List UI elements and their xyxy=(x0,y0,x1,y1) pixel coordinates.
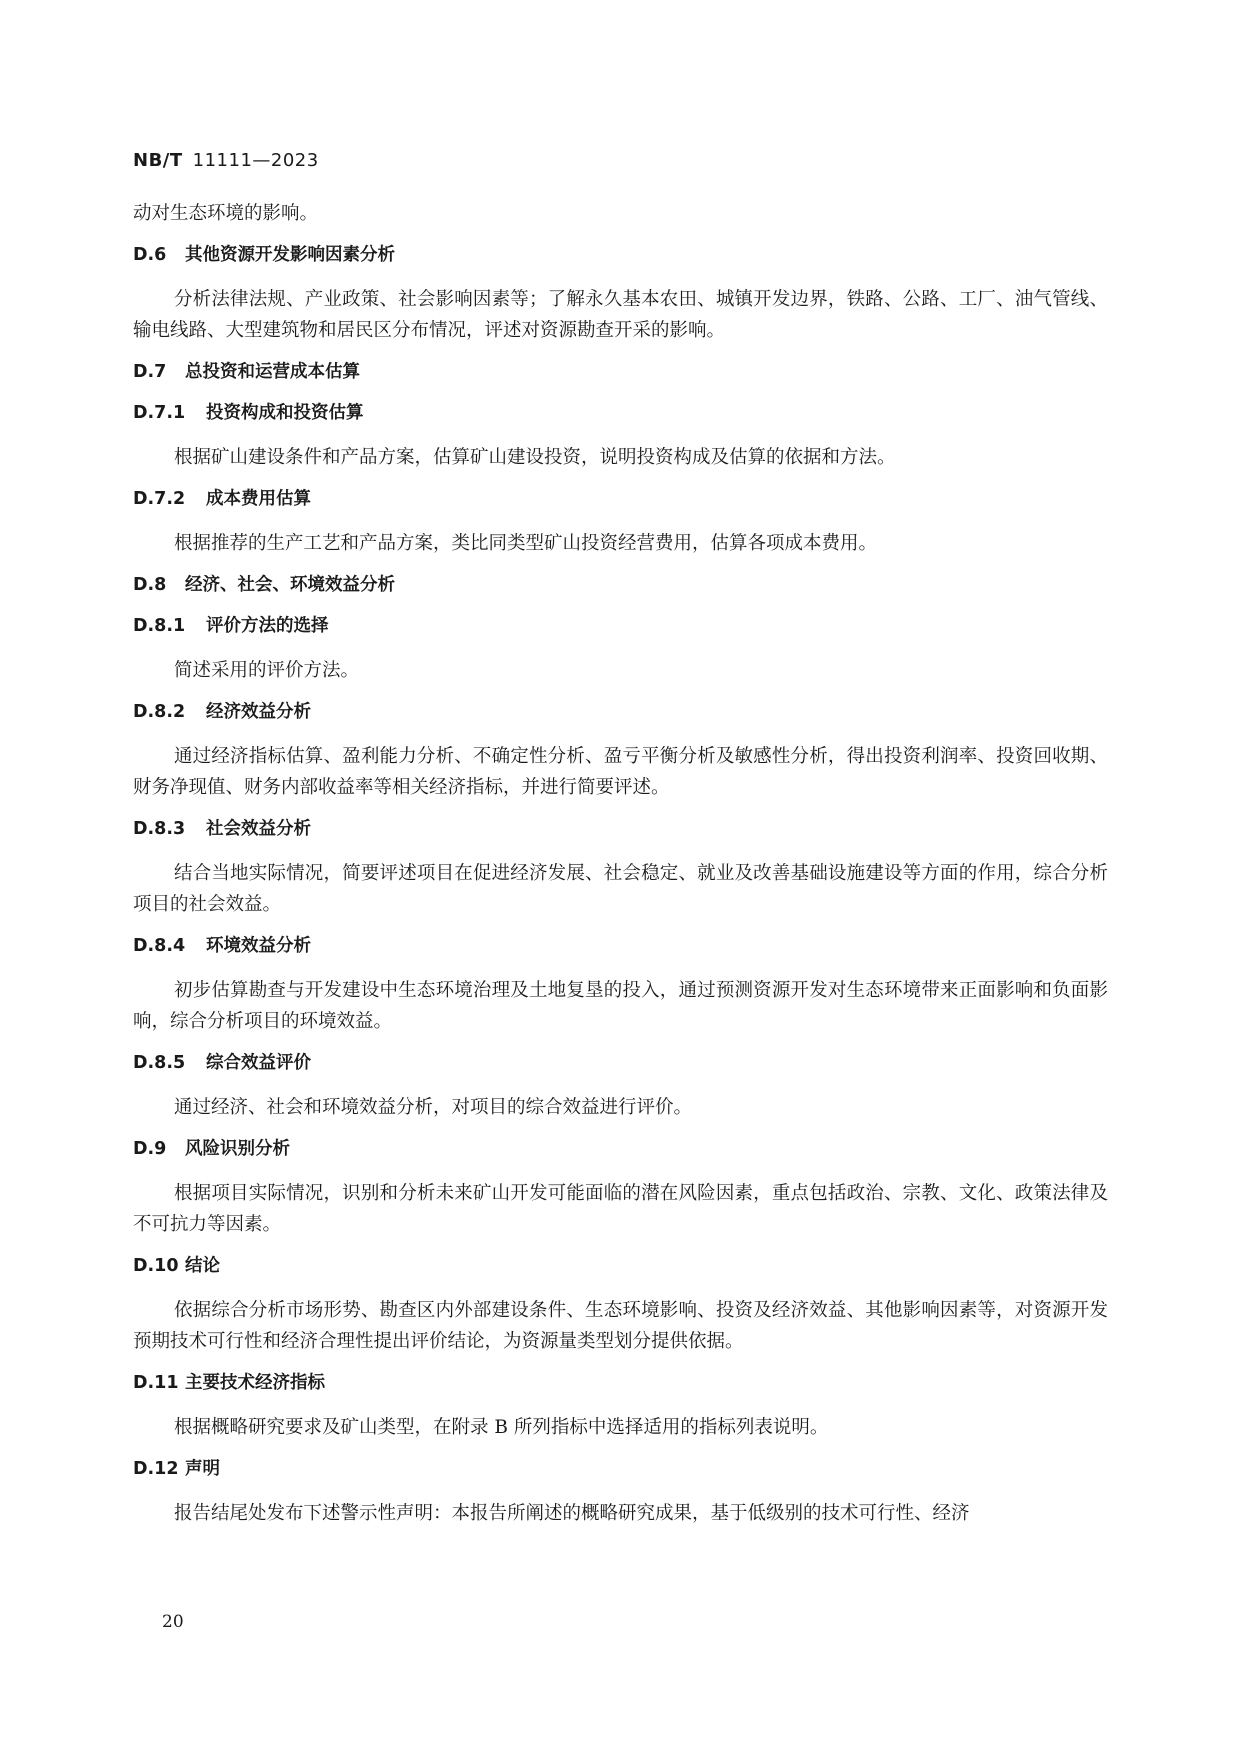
standard-number: 11111—2023 xyxy=(192,150,319,171)
body-paragraph: 根据推荐的生产工艺和产品方案，类比同类型矿山投资经营费用，估算各项成本费用。 xyxy=(174,533,878,554)
page-number: 20 xyxy=(162,1612,184,1632)
document-body xyxy=(133,198,1108,1543)
body-paragraph: 报告结尾处发布下述警示性声明：本报告所阐述的概略研究成果，基于低级别的技术可行性、经济 xyxy=(174,1503,970,1524)
body-paragraph: 通过经济指标估算、盈利能力分析、不确定性分析、盈亏平衡分析及敏感性分析，得出投资利润率、投资回收期、财务净现值、财务内部收益率等相关经济指标，并进行简要评述。 xyxy=(133,746,1108,798)
section-number: D.11 xyxy=(133,1373,179,1393)
body-paragraph: 分析法律法规、产业政策、社会影响因素等；了解永久基本农田、城镇开发边界，铁路、公路、工厂、油气管线、输电线路、大型建筑物和居民区分布情况，评述对资源勘查开采的影响。 xyxy=(133,289,1108,341)
body-paragraph: 结合当地实际情况，简要评述项目在促进经济发展、社会稳定、就业及改善基础设施建设等方面的作用，综合分析项目的社会效益。 xyxy=(133,863,1108,915)
body-paragraph: 简述采用的评价方法。 xyxy=(174,660,360,681)
section-number: D.9 xyxy=(133,1139,167,1159)
standard-code xyxy=(133,150,319,171)
section-title: 社会效益分析 xyxy=(206,819,311,839)
section-heading xyxy=(133,1371,1108,1395)
section-number: D.10 xyxy=(133,1256,179,1276)
section-heading xyxy=(133,1457,1108,1481)
section-heading xyxy=(133,243,1108,267)
section-number: D.8.5 xyxy=(133,1053,186,1073)
section-title: 主要技术经济指标 xyxy=(185,1373,325,1393)
section-number: D.8.1 xyxy=(133,616,186,636)
section-title: 环境效益分析 xyxy=(206,936,311,956)
body-paragraph: 根据概略研究要求及矿山类型，在附录 B 所列指标中选择适用的指标列表说明。 xyxy=(174,1417,829,1438)
section-heading xyxy=(133,934,1108,958)
section-number: D.8 xyxy=(133,575,167,595)
section-title: 经济效益分析 xyxy=(206,702,311,722)
section-number: D.6 xyxy=(133,245,167,265)
body-paragraph: 根据矿山建设条件和产品方案，估算矿山建设投资，说明投资构成及估算的依据和方法。 xyxy=(174,447,896,468)
section-heading xyxy=(133,700,1108,724)
section-heading xyxy=(133,487,1108,511)
section-number: D.12 xyxy=(133,1459,179,1479)
section-number: D.7.1 xyxy=(133,403,186,423)
body-paragraph: 动对生态环境的影响。 xyxy=(133,203,319,224)
section-heading xyxy=(133,401,1108,425)
section-title: 投资构成和投资估算 xyxy=(206,403,364,423)
section-title: 评价方法的选择 xyxy=(206,616,329,636)
section-number: D.8.4 xyxy=(133,936,186,956)
section-heading xyxy=(133,1254,1108,1278)
section-heading xyxy=(133,360,1108,384)
section-title: 综合效益评价 xyxy=(206,1053,311,1073)
section-heading xyxy=(133,1051,1108,1075)
standard-prefix: NB/T xyxy=(133,150,183,171)
section-title: 声明 xyxy=(185,1459,220,1479)
section-number: D.7.2 xyxy=(133,489,186,509)
section-number: D.7 xyxy=(133,362,167,382)
section-heading xyxy=(133,1137,1108,1161)
section-heading xyxy=(133,614,1108,638)
section-heading xyxy=(133,817,1108,841)
section-title: 经济、社会、环境效益分析 xyxy=(185,575,395,595)
body-paragraph: 通过经济、社会和环境效益分析，对项目的综合效益进行评价。 xyxy=(174,1097,693,1118)
body-paragraph: 初步估算勘查与开发建设中生态环境治理及土地复垦的投入，通过预测资源开发对生态环境带来正面影响和负面影响，综合分析项目的环境效益。 xyxy=(133,980,1108,1032)
body-paragraph: 根据项目实际情况，识别和分析未来矿山开发可能面临的潜在风险因素，重点包括政治、宗教、文化、政策法律及不可抗力等因素。 xyxy=(133,1183,1108,1235)
section-title: 成本费用估算 xyxy=(206,489,311,509)
section-number: D.8.2 xyxy=(133,702,186,722)
section-title: 其他资源开发影响因素分析 xyxy=(185,245,395,265)
section-title: 风险识别分析 xyxy=(185,1139,290,1159)
section-heading xyxy=(133,573,1108,597)
section-number: D.8.3 xyxy=(133,819,186,839)
section-title: 结论 xyxy=(185,1256,220,1276)
section-title: 总投资和运营成本估算 xyxy=(185,362,360,382)
body-paragraph: 依据综合分析市场形势、勘查区内外部建设条件、生态环境影响、投资及经济效益、其他影响因素等，对资源开发预期技术可行性和经济合理性提出评价结论，为资源量类型划分提供依据。 xyxy=(133,1300,1108,1352)
